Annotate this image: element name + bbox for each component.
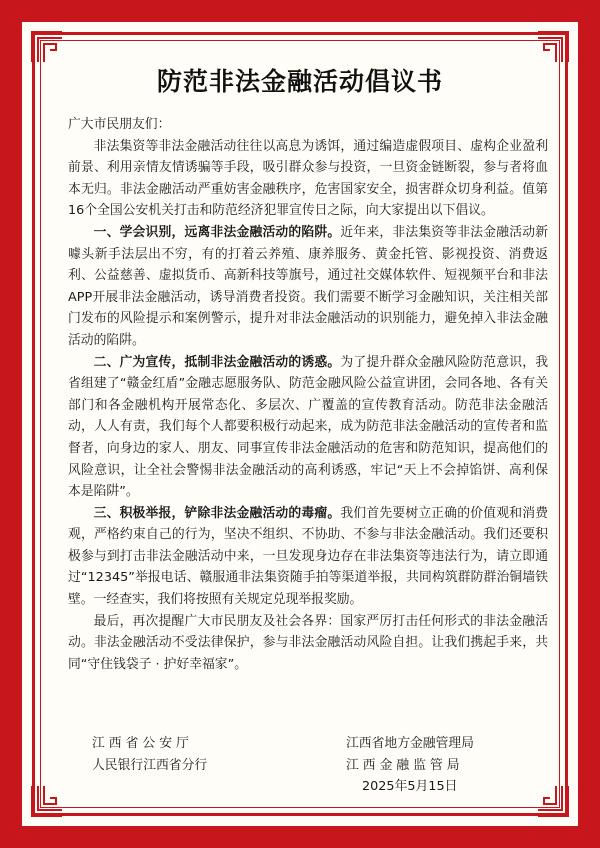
- section-text-1: 近年来，非法集资等非法金融活动新噱头新手法层出不穷，有的打着云养殖、康养服务、黄金托管、影视投资、消费返利、公益慈善、虚拟货币、高新科技等旗号，通过社交媒体软件、短视频平台和非法APP开展非法金融活动，诱导消费者投资。我们需要不断学习金融知识，关注相关部门发布的风险提示和案例警示，提升对非法金融活动的识别能力，避免掉入非法金融活动的陷阱。: [68, 224, 549, 348]
- section-heading-3: 三、积极举报，铲除非法金融活动的毒瘤。: [93, 505, 341, 521]
- document-date: 2025年5月15日: [362, 779, 458, 795]
- signatories-right: [346, 733, 474, 798]
- greeting: 广大市民朋友们：: [68, 117, 171, 132]
- corner-ornament-icon: [30, 784, 64, 818]
- signatory-public-security: 江西省公安厅: [92, 736, 193, 751]
- section-text-3: 我们首先要树立正确的价值观和消费观，严格约束自己的行为，坚决不组织、不协助、不参与非法金融活动。我们还要积极参与到打击非法金融活动中来，一旦发现身边存在非法集资等违法行为，请立即通过“12345”举报电话、赣服通非法集资随手拍等渠道举报，共同构筑群防群治铜墙铁壁。一经查实，我们将按照有关规定兑现举报奖励。: [68, 505, 549, 608]
- corner-ornament-icon: [536, 30, 570, 64]
- section-paragraph-3: [68, 503, 548, 611]
- signatory-local-finance-bureau: 江西省地方金融管理局: [346, 736, 474, 751]
- signatory-financial-regulator: 江西金融监管局: [346, 757, 464, 773]
- document-title: 防范非法金融活动倡议书: [156, 67, 443, 96]
- closing-paragraph: 最后，再次提醒广大市民朋友及社会各界：国家严厉打击任何形式的非法金融活动。非法金融活动不受法律保护，参与非法金融活动风险自担。让我们携起手来，共同“守住钱袋子 · 护好幸福家”。: [68, 613, 548, 672]
- signatories-left: [92, 733, 207, 776]
- section-heading-1: 一、学会识别，远离非法金融活动的陷阱。: [93, 224, 341, 240]
- corner-ornament-icon: [30, 30, 64, 64]
- signatory-pboc-branch: 人民银行江西省分行: [92, 757, 208, 773]
- section-paragraph-2: [68, 352, 548, 503]
- section-text-2: 为了提升群众金融风险防范意识，我省组建了“赣金红盾”金融志愿服务队、防范金融风险公益宣讲团，会同各地、各有关部门和各金融机构开展常态化、多层次、广覆盖的宣传教育活动。防范非法金融活动，人人有责，我们每个人都要积极行动起来，成为防范非法金融活动的宣传者和监督者，向身边的家人、朋友、同事宣传非法金融活动的危害和防范知识，提高他们的风险意识，让全社会警惕非法金融活动的高利诱惑，牢记“天上不会掉馅饼、高利保本是陷阱”。: [68, 354, 549, 500]
- document-body: [68, 114, 548, 675]
- corner-ornament-icon: [536, 784, 570, 818]
- section-paragraph-1: [68, 222, 548, 352]
- intro-paragraph: 非法集资等非法金融活动往往以高息为诱饵，通过编造虚假项目、虚构企业盈利前景、利用亲情友情诱骗等手段，吸引群众参与投资，一旦资金链断裂，参与者将血本无归。非法金融活动严重妨害金融秩序，危害国家安全，损害群众切身利益。值第16个全国公安机关打击和防范经济犯罪宣传日之际，向大家提出以下倡议。: [68, 138, 548, 219]
- section-heading-2: 二、广为宣传，抵制非法金融活动的诱惑。: [93, 354, 341, 370]
